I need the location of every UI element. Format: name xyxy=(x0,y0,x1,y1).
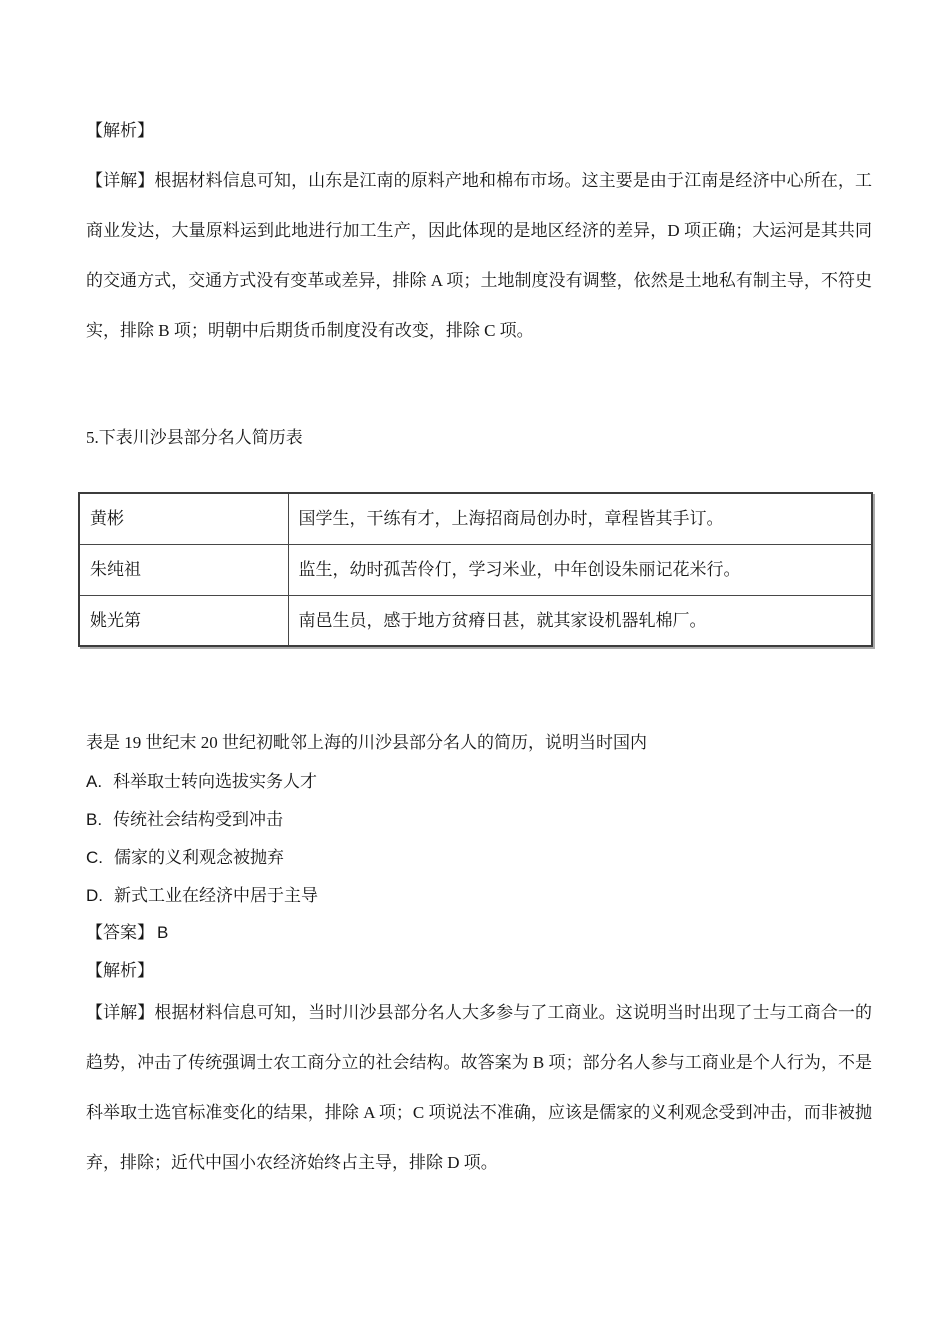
document-content xyxy=(86,0,872,1173)
option-a xyxy=(86,771,872,792)
analysis-label: 【解析】 xyxy=(86,961,154,980)
answer-line xyxy=(86,922,872,943)
option-b xyxy=(86,809,872,830)
person-name-cell: 黄彬 xyxy=(79,493,288,544)
table-row xyxy=(79,493,872,544)
detail-line: 趋势，冲击了传统强调士农工商分立的社会结构。故答案为 B 项；部分名人参与工商业是个人行为，不是 xyxy=(86,1053,872,1072)
person-name-cell: 朱纯祖 xyxy=(79,544,288,595)
person-name-cell: 姚光第 xyxy=(79,595,288,646)
option-d-label: D. xyxy=(86,886,103,905)
option-d-text: 新式工业在经济中居于主导 xyxy=(114,886,318,905)
question-5 xyxy=(86,427,872,1173)
person-bio-cell: 南邑生员，感于地方贫瘠日甚，就其家设机器轧棉厂。 xyxy=(288,595,872,646)
person-bio-cell: 监生，幼时孤苦伶仃，学习米业，中年创设朱丽记花米行。 xyxy=(288,544,872,595)
prev-question-explanation xyxy=(86,120,872,341)
detail-line: 【详解】根据材料信息可知，山东是江南的原料产地和棉布市场。这主要是由于江南是经济中心所在，工 xyxy=(86,171,872,190)
analysis-label: 【解析】 xyxy=(86,121,154,140)
answer-label: 【答案】 xyxy=(86,923,154,942)
question-number-title: 5.下表川沙县部分名人简历表 xyxy=(86,428,303,447)
detail-line: 弃，排除；近代中国小农经济始终占主导，排除 D 项。 xyxy=(86,1153,498,1172)
person-bio-cell: 国学生，干练有才，上海招商局创办时，章程皆其手订。 xyxy=(288,493,872,544)
answer-value: B xyxy=(157,923,169,942)
option-a-label: A. xyxy=(86,772,103,791)
detail-line: 的交通方式，交通方式没有变革或差异，排除 A 项；土地制度没有调整，依然是土地私有制主导，不符史 xyxy=(86,271,872,290)
table-row xyxy=(79,544,872,595)
option-c-text: 儒家的义利观念被抛弃 xyxy=(114,848,284,867)
detail-line: 【详解】根据材料信息可知，当时川沙县部分名人大多参与了工商业。这说明当时出现了士与工商合一的 xyxy=(86,1003,872,1022)
option-b-label: B. xyxy=(86,810,103,829)
option-a-text: 科举取士转向选拔实务人才 xyxy=(113,772,318,791)
option-b-text: 传统社会结构受到冲击 xyxy=(113,810,284,829)
detail-line: 商业发达，大量原料运到此地进行加工生产，因此体现的是地区经济的差异，D 项正确；大运河是其共同 xyxy=(86,221,872,240)
detail-line: 实，排除 B 项；明朝中后期货币制度没有改变，排除 C 项。 xyxy=(86,321,534,340)
option-d xyxy=(86,885,872,906)
table-row xyxy=(79,595,872,646)
option-c xyxy=(86,847,872,868)
option-c-label: C. xyxy=(86,848,103,867)
detail-line: 科举取士选官标准变化的结果，排除 A 项；C 项说法不准确，应该是儒家的义利观念受到冲击，而非被抛 xyxy=(86,1103,872,1122)
biography-table xyxy=(78,492,873,647)
question-stem: 表是 19 世纪末 20 世纪初毗邻上海的川沙县部分名人的简历，说明当时国内 xyxy=(86,733,647,752)
